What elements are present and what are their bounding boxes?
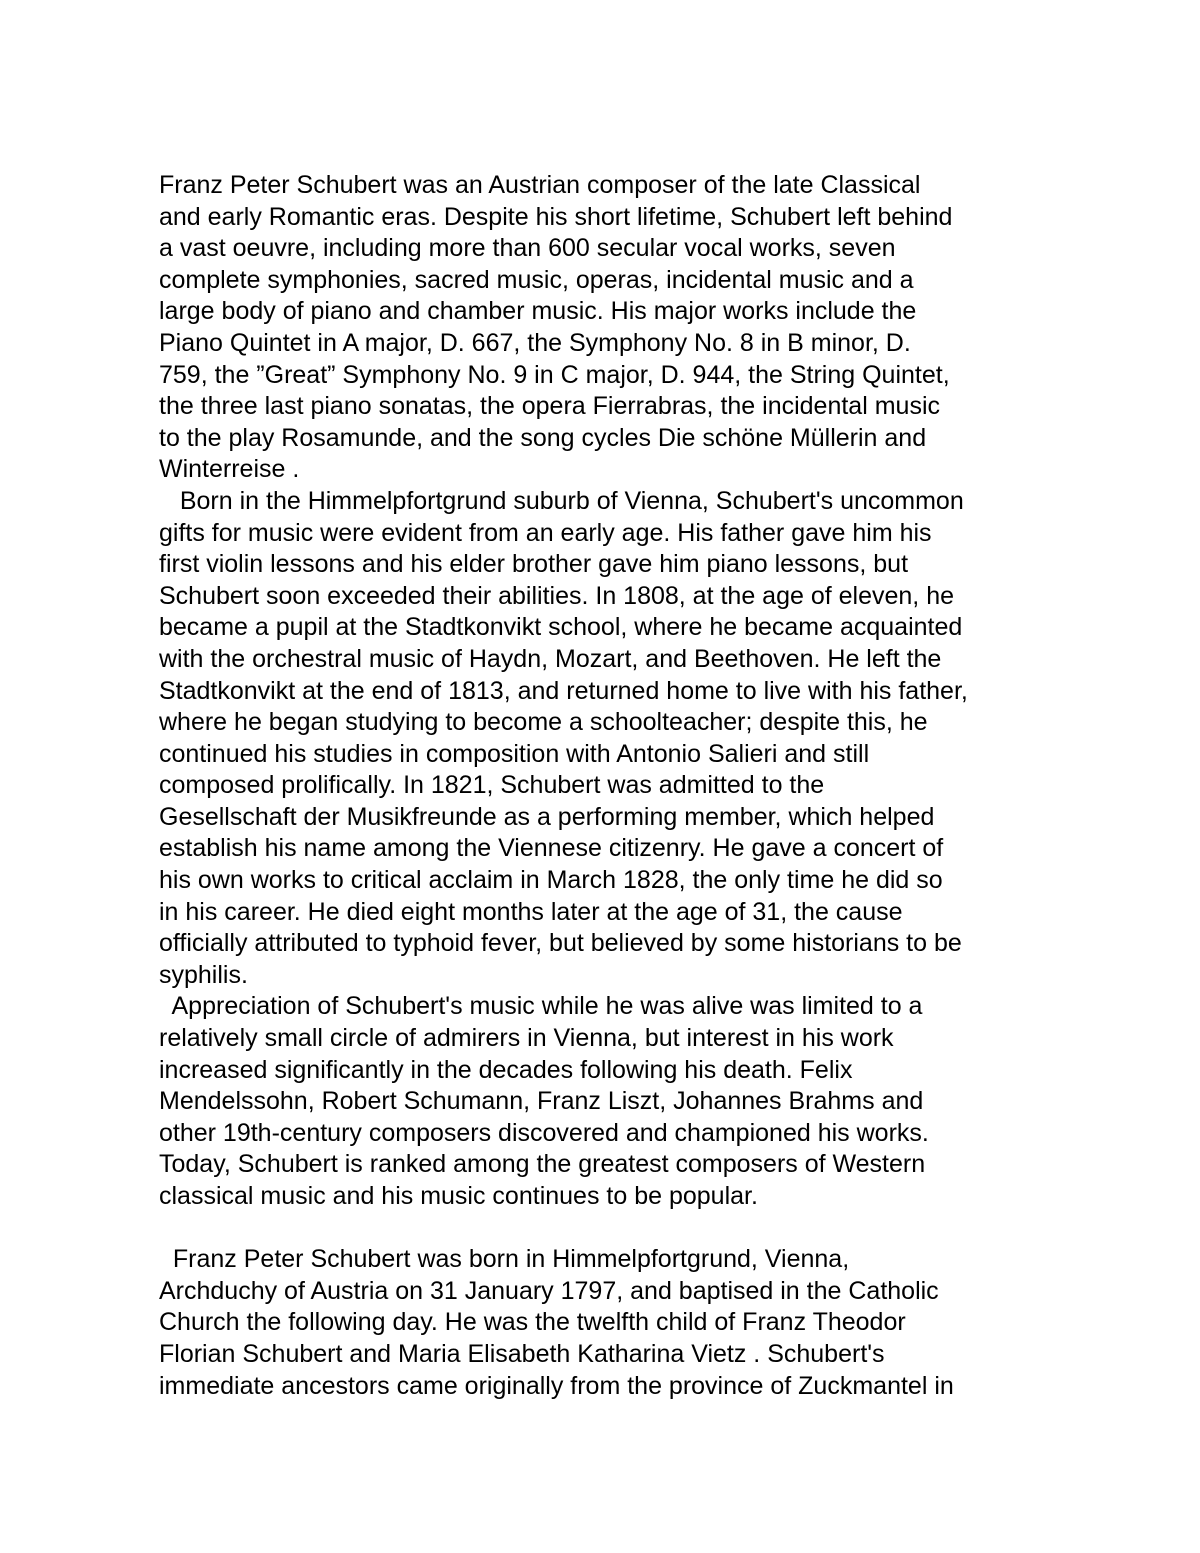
- text-line: Florian Schubert and Maria Elisabeth Katharina Vietz . Schubert's: [159, 1339, 885, 1368]
- paragraph-birth: [159, 1244, 1059, 1402]
- text-line: a vast oeuvre, including more than 600 secular vocal works, seven: [159, 234, 896, 263]
- paragraph-spacer: [159, 1213, 1059, 1245]
- text-line: where he began studying to become a schoolteacher; despite this, he: [159, 708, 928, 737]
- text-line: Franz Peter Schubert was an Austrian composer of the late Classical: [159, 171, 921, 199]
- text-line: Stadtkonvikt at the end of 1813, and returned home to live with his father,: [159, 676, 968, 705]
- text-line: Appreciation of Schubert's music while he was alive was limited to a: [159, 992, 923, 1021]
- text-line: his own works to critical acclaim in March 1828, the only time he did so: [159, 866, 943, 895]
- text-line: complete symphonies, sacred music, operas, incidental music and a: [159, 265, 914, 294]
- text-line: and early Romantic eras. Despite his short lifetime, Schubert left behind: [159, 202, 953, 231]
- paragraph-intro: [159, 170, 1059, 486]
- text-line: became a pupil at the Stadtkonvikt school, where he became acquainted: [159, 613, 963, 642]
- text-line: Piano Quintet in A major, D. 667, the Symphony No. 8 in B minor, D.: [159, 328, 911, 357]
- text-line: Gesellschaft der Musikfreunde as a performing member, which helped: [159, 802, 935, 831]
- text-line: relatively small circle of admirers in Vienna, but interest in his work: [159, 1024, 894, 1053]
- text-line: large body of piano and chamber music. His major works include the: [159, 297, 917, 326]
- text-line: Born in the Himmelpfortgrund suburb of Vienna, Schubert's uncommon: [159, 486, 964, 515]
- paragraph-early-life: [159, 486, 1059, 992]
- text-line: to the play Rosamunde, and the song cycles Die schöne Müllerin and: [159, 423, 927, 452]
- text-line: other 19th-century composers discovered and championed his works.: [159, 1118, 929, 1147]
- text-line: 759, the ”Great” Symphony No. 9 in C major, D. 944, the String Quintet,: [159, 360, 950, 389]
- text-line: the three last piano sonatas, the opera Fierrabras, the incidental music: [159, 392, 940, 421]
- text-line: Winterreise .: [159, 455, 300, 484]
- text-line: composed prolifically. In 1821, Schubert was admitted to the: [159, 771, 825, 800]
- text-line: classical music and his music continues to be popular.: [159, 1182, 758, 1210]
- text-line: Archduchy of Austria on 31 January 1797, and baptised in the Catholic: [159, 1276, 939, 1305]
- text-line: Church the following day. He was the twelfth child of Franz Theodor: [159, 1308, 906, 1337]
- text-line: establish his name among the Viennese citizenry. He gave a concert of: [159, 834, 944, 863]
- text-line: Schubert soon exceeded their abilities. In 1808, at the age of eleven, he: [159, 581, 954, 610]
- text-line: gifts for music were evident from an early age. His father gave him his: [159, 518, 932, 547]
- text-line: in his career. He died eight months later at the age of 31, the cause: [159, 897, 903, 926]
- document-body: [159, 170, 1059, 1402]
- text-line: immediate ancestors came originally from the province of Zuckmantel in: [159, 1371, 954, 1400]
- text-line: continued his studies in composition with Antonio Salieri and still: [159, 739, 870, 768]
- text-line: first violin lessons and his elder brother gave him piano lessons, but: [159, 550, 909, 579]
- text-line: officially attributed to typhoid fever, but believed by some historians to be: [159, 929, 962, 958]
- text-line: with the orchestral music of Haydn, Mozart, and Beethoven. He left the: [159, 644, 942, 673]
- text-line: syphilis.: [159, 960, 248, 989]
- text-line: Franz Peter Schubert was born in Himmelpfortgrund, Vienna,: [159, 1245, 850, 1274]
- paragraph-legacy: [159, 991, 1059, 1212]
- text-line: Mendelssohn, Robert Schumann, Franz Liszt, Johannes Brahms and: [159, 1087, 924, 1116]
- text-line: increased significantly in the decades following his death. Felix: [159, 1055, 853, 1084]
- text-line: Today, Schubert is ranked among the greatest composers of Western: [159, 1150, 926, 1179]
